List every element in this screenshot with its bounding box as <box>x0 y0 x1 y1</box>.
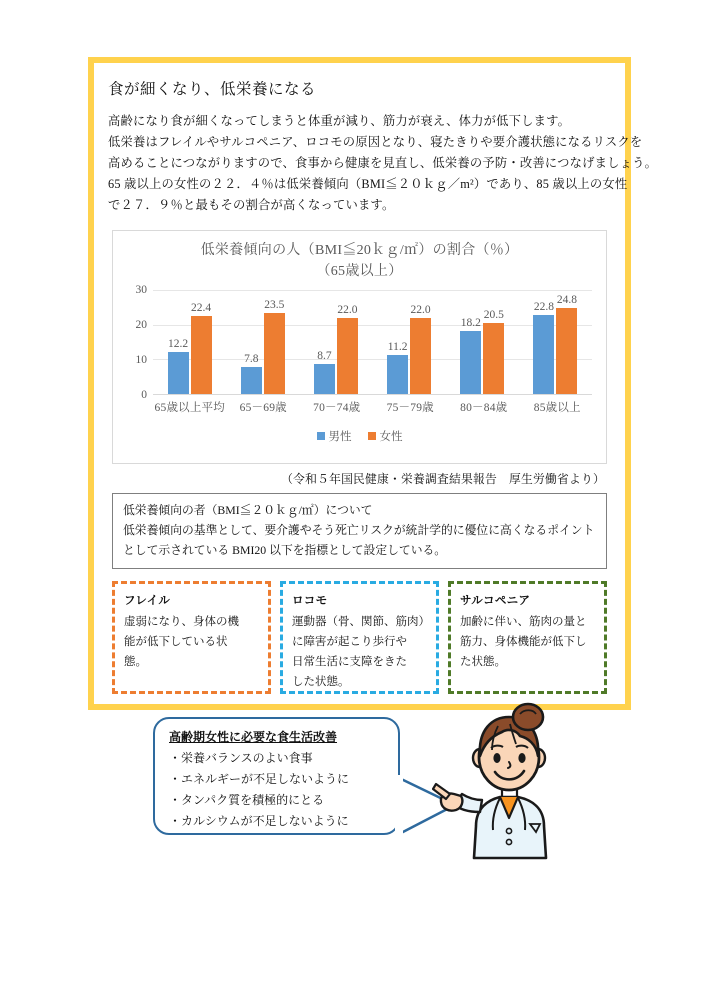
term-line: 能が低下している状 <box>124 636 228 648</box>
definition-box <box>112 493 607 569</box>
bar-男性 <box>314 349 335 394</box>
x-axis-labels <box>153 399 594 415</box>
bar-value-label: 22.0 <box>410 303 431 316</box>
bar-value-label: 22.0 <box>337 303 358 316</box>
bar-group <box>519 290 592 394</box>
bar-value-label: 18.2 <box>460 316 481 329</box>
term-line: した状態。 <box>292 676 350 688</box>
term-line: 態。 <box>124 656 147 668</box>
term-box-row <box>112 581 607 694</box>
bar-group <box>446 290 519 394</box>
bar-男性 <box>168 337 189 394</box>
legend-label: 女性 <box>379 431 403 443</box>
legend-item-男性[interactable] <box>317 428 352 444</box>
bar-男性 <box>460 316 481 394</box>
bar-女性 <box>264 298 285 394</box>
bar-男性 <box>241 352 262 394</box>
speech-bubble-item: ・カルシウムが不足しないように <box>169 814 349 828</box>
bar-value-label: 24.8 <box>556 294 577 307</box>
term-line: に障害が起こり歩行や <box>292 636 407 648</box>
term-box-sarcopenia <box>448 581 607 694</box>
term-box-locomotive-syndrome <box>280 581 439 694</box>
bar-group <box>373 290 446 394</box>
y-axis <box>125 284 151 401</box>
yellow-framed-card <box>88 57 658 710</box>
bar-value-label: 20.5 <box>483 308 504 321</box>
bar-value-label: 11.2 <box>387 341 408 354</box>
paragraph-line: 高齢になり食が細くなってしまうと体重が減り、筋力が衰え、体力が低下します。 <box>108 114 571 128</box>
bar-女性 <box>556 294 577 394</box>
bar-groups <box>153 290 592 394</box>
bar-女性 <box>410 303 431 394</box>
chart-title <box>113 231 606 282</box>
paragraph-line: 高めることにつながりますので、食事から健康を見直し、低栄養の予防・改善につなげましょう。 <box>108 156 658 170</box>
definition-line: として示されている BMI20 以下を指標として設定している。 <box>123 543 447 557</box>
term-heading: フレイル <box>124 595 171 607</box>
term-line: 虚弱になり、身体の機 <box>124 616 239 628</box>
definition-line: 低栄養傾向の基準として、要介護やそう死亡リスクが統計学的に優位に高くなるポイント <box>123 523 595 537</box>
x-axis-tick-label: 85歳以上 <box>533 402 581 414</box>
term-line: 運動器（骨、関節、筋肉） <box>292 616 430 628</box>
page-title: 食が細くなり、低栄養になる <box>108 81 317 98</box>
bar-group <box>226 290 299 394</box>
paragraph-line: 65 歳以上の女性の２２．４％は低栄養傾向（BMI≦２０ｋｇ／m²）であり、85 歳以上の女性 <box>108 177 628 191</box>
term-box-frailty <box>112 581 271 694</box>
bar-value-label: 22.8 <box>533 300 554 313</box>
term-heading: サルコペニア <box>460 595 531 607</box>
definition-line: 低栄養傾向の者（BMI≦２０ｋｇ/㎡）について <box>123 503 373 517</box>
x-axis-tick-label: 70－74歳 <box>313 402 361 414</box>
bar-value-label: 23.5 <box>264 298 285 311</box>
chart-source-note: （令和５年国民健康・栄養調査結果報告 厚生労働省より） <box>281 472 605 486</box>
bar-女性 <box>483 308 504 394</box>
speech-bubble <box>153 717 400 835</box>
nutritionist-illustration-icon <box>432 700 582 875</box>
bar-男性 <box>387 341 408 394</box>
paragraph-line: 低栄養はフレイルやサルコペニア、ロコモの原因となり、寝たきりや要介護状態になるリスクを <box>108 135 643 149</box>
chart-title-main: 低栄養傾向の人（BMI≦20ｋｇ/㎡）の割合（％） <box>200 243 519 258</box>
term-line: 日常生活に支障をきた <box>292 656 407 668</box>
speech-bubble-heading: 高齢期女性に必要な食生活改善 <box>169 730 338 744</box>
speech-bubble-item: ・栄養バランスのよい食事 <box>169 751 313 765</box>
x-axis-tick-label: 65－69歳 <box>239 402 287 414</box>
paragraph-line: で２７．９％と最もその割合が高くなっています。 <box>108 198 395 212</box>
y-axis-tick-label: 0 <box>141 389 147 401</box>
chart-subtitle: （65歳以上） <box>316 264 403 279</box>
intro-paragraph <box>108 111 658 216</box>
speech-bubble-item: ・エネルギーが不足しないように <box>169 772 350 786</box>
legend-swatch-icon <box>368 432 376 440</box>
legend-label: 男性 <box>328 431 352 443</box>
x-axis-tick-label: 75－79歳 <box>386 402 434 414</box>
card-content <box>94 63 658 694</box>
term-line: 加齢に伴い、筋肉の量と <box>460 616 587 628</box>
term-line: 筋力、身体機能が低下し <box>460 636 587 648</box>
legend-swatch-icon <box>317 432 325 440</box>
bar-男性 <box>533 300 554 394</box>
chart-plot-area <box>125 284 594 401</box>
bar-group <box>299 290 372 394</box>
y-axis-tick-label: 30 <box>135 284 147 296</box>
chart-legend <box>113 428 606 444</box>
bar-女性 <box>337 303 358 394</box>
y-axis-tick-label: 20 <box>135 318 147 331</box>
bar-group <box>153 290 226 394</box>
bar-value-label: 8.7 <box>317 349 332 362</box>
y-axis-tick-label: 10 <box>135 353 147 366</box>
bar-value-label: 22.4 <box>191 302 212 315</box>
chart-container <box>112 230 607 464</box>
x-axis-tick-label: 65歳以上平均 <box>154 402 225 414</box>
x-axis-tick-label: 80－84歳 <box>460 402 508 414</box>
bar-女性 <box>191 302 212 394</box>
speech-bubble-item: ・タンパク質を積極的にとる <box>169 793 325 807</box>
term-heading: ロコモ <box>292 595 328 607</box>
plot-canvas <box>153 290 592 395</box>
bar-value-label: 12.2 <box>168 337 189 350</box>
legend-item-女性[interactable] <box>368 428 403 444</box>
bar-value-label: 7.8 <box>244 352 259 365</box>
term-line: た状態。 <box>460 656 506 668</box>
